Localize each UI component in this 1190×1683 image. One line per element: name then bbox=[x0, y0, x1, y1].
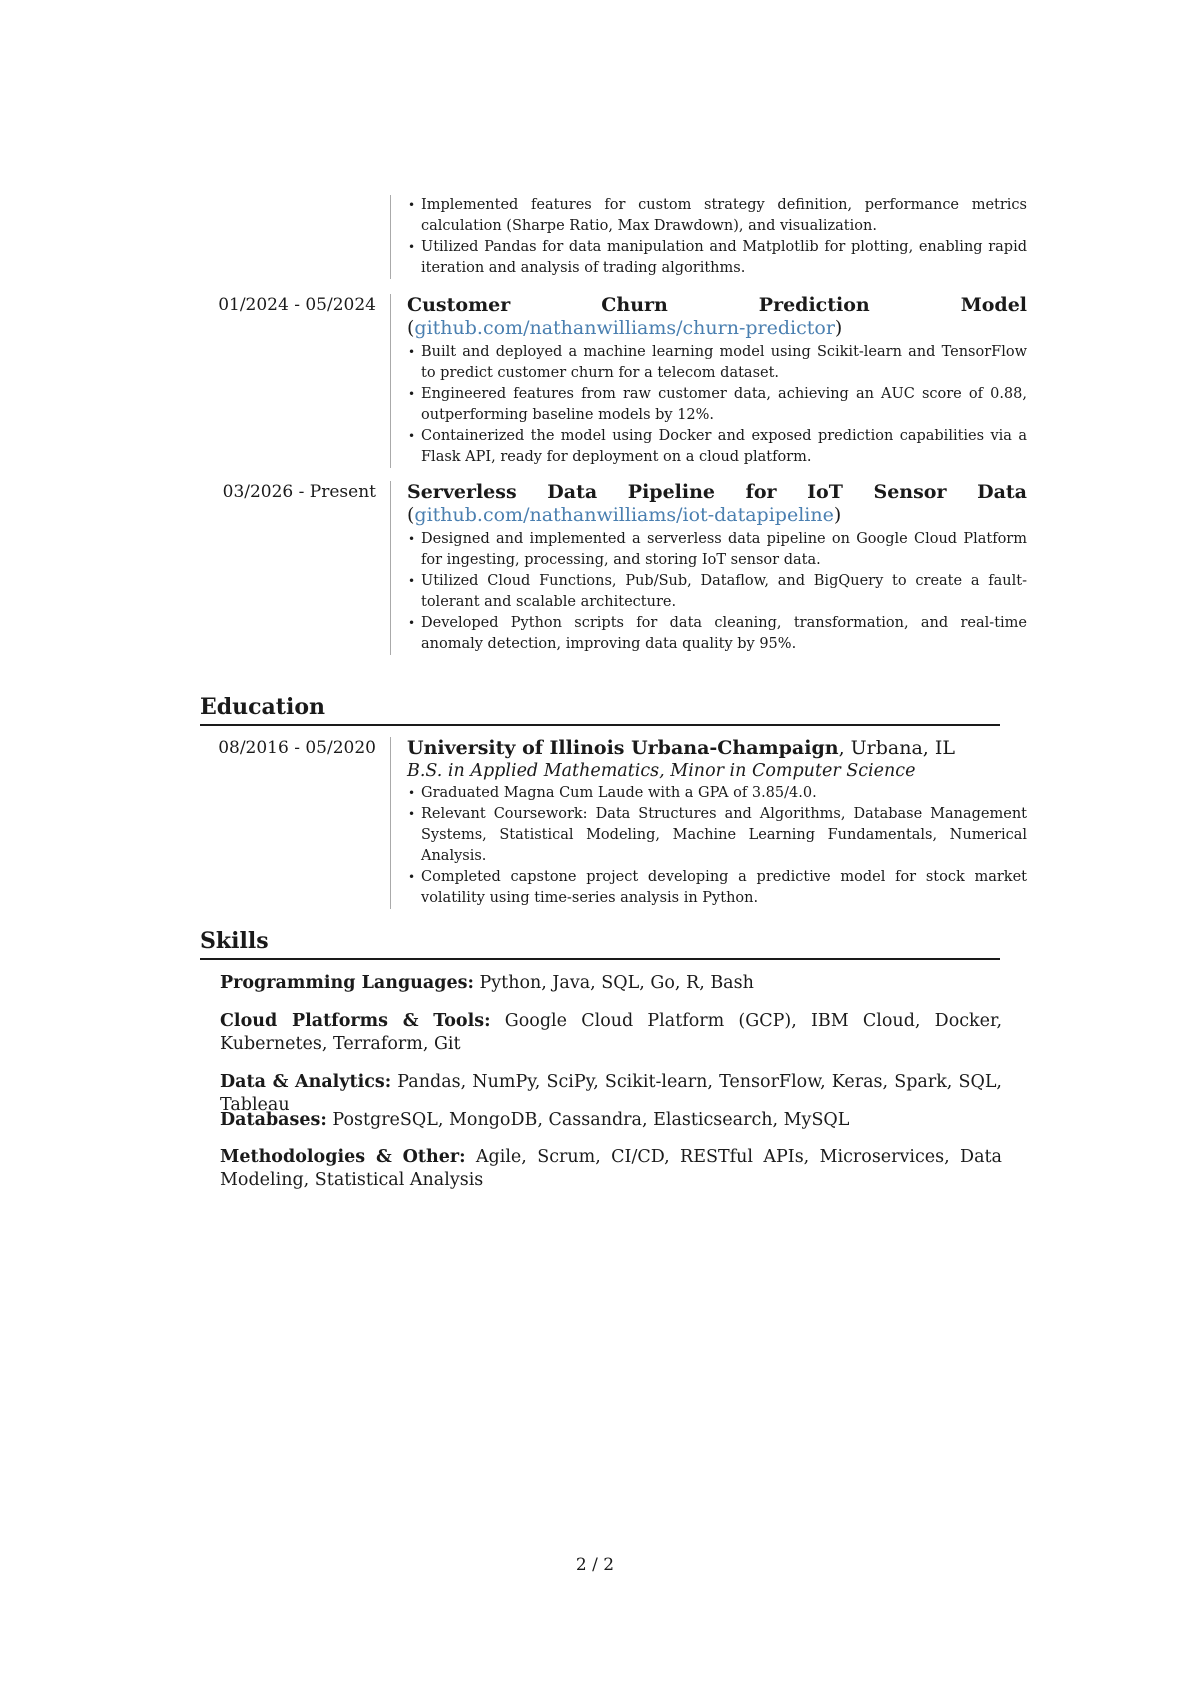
section-heading-skills: Skills bbox=[200, 928, 1000, 960]
bullet-item: • Implemented features for custom strategy definition, performance metrics calculation (Sharpe Ratio, Max Drawdown), and visualization. bbox=[407, 195, 1027, 237]
link-paren-close: ) bbox=[834, 317, 843, 339]
skill-label: Data & Analytics: bbox=[220, 1072, 392, 1092]
skill-value: Google Cloud Platform (GCP), IBM Cloud, Docker, Kubernetes, Terraform, Git bbox=[220, 1011, 1003, 1054]
entry-body bbox=[390, 195, 1027, 279]
project-link[interactable]: github.com/nathanwilliams/churn-predictor bbox=[414, 317, 835, 339]
page-number: 2 / 2 bbox=[575, 1555, 615, 1575]
entry-body bbox=[390, 481, 1027, 655]
skill-value: Pandas, NumPy, SciPy, Scikit-learn, TensorFlow, Keras, Spark, SQL, Tableau bbox=[220, 1072, 1002, 1115]
bullet-list bbox=[407, 783, 1027, 909]
bullet-item: • Completed capstone project developing a predictive model for stock market volatility using time-series analysis in Python. bbox=[407, 867, 1027, 909]
skill-label: Programming Languages: bbox=[220, 973, 474, 993]
link-paren-open: ( bbox=[407, 504, 415, 526]
bullet-list bbox=[407, 195, 1027, 279]
link-paren-open: ( bbox=[407, 317, 415, 339]
skill-label: Cloud Platforms & Tools: bbox=[220, 1011, 491, 1031]
bullet-item: • Built and deployed a machine learning model using Scikit-learn and TensorFlow to predict customer churn for a telecom dataset. bbox=[407, 342, 1027, 384]
project-title: Serverless Data Pipeline for IoT Sensor Data bbox=[407, 481, 1027, 503]
bullet-item: • Relevant Coursework: Data Structures and Algorithms, Database Management Systems, Statistical Modeling, Machine Learning Fundamentals, Numerical Analysis. bbox=[407, 804, 1027, 867]
bullet-item: • Utilized Cloud Functions, Pub/Sub, Dataflow, and BigQuery to create a fault-tolerant and scalable architecture. bbox=[407, 571, 1027, 613]
project-title: Customer Churn Prediction Model bbox=[407, 294, 1027, 316]
skill-value: Agile, Scrum, CI/CD, RESTful APIs, Microservices, Data Modeling, Statistical Analysis bbox=[220, 1147, 1002, 1190]
bullet-item: • Engineered features from raw customer data, achieving an AUC score of 0.88, outperforming baseline models by 12%. bbox=[407, 384, 1027, 426]
project-link[interactable]: github.com/nathanwilliams/iot-datapipeline bbox=[414, 504, 834, 526]
link-paren-close: ) bbox=[833, 504, 842, 526]
skill-label: Databases: bbox=[220, 1110, 327, 1130]
skill-row bbox=[220, 1146, 1002, 1192]
skill-value: PostgreSQL, MongoDB, Cassandra, Elasticsearch, MySQL bbox=[326, 1110, 850, 1130]
bullet-item: • Developed Python scripts for data cleaning, transformation, and real-time anomaly detection, improving data quality by 95%. bbox=[407, 613, 1027, 655]
school-line bbox=[407, 737, 1027, 760]
skill-row bbox=[220, 1109, 1002, 1132]
bullet-item: • Graduated Magna Cum Laude with a GPA of 3.85/4.0. bbox=[407, 783, 1027, 804]
skill-value: Python, Java, SQL, Go, R, Bash bbox=[473, 973, 754, 993]
entry-date: 01/2024 - 05/2024 bbox=[218, 295, 376, 315]
bullet-item: • Utilized Pandas for data manipulation and Matplotlib for plotting, enabling rapid iteration and analysis of trading algorithms. bbox=[407, 237, 1027, 279]
skill-label: Methodologies & Other: bbox=[220, 1147, 466, 1167]
section-heading-education: Education bbox=[200, 694, 1000, 726]
entry-body bbox=[390, 737, 1027, 909]
entry-title-line bbox=[407, 294, 1027, 340]
school-name: University of Illinois Urbana-Champaign bbox=[407, 737, 839, 759]
bullet-item: • Designed and implemented a serverless data pipeline on Google Cloud Platform for ingesting, processing, and storing IoT sensor data. bbox=[407, 529, 1027, 571]
entry-body bbox=[390, 294, 1027, 468]
school-location: , Urbana, IL bbox=[838, 737, 955, 759]
entry-title-line bbox=[407, 481, 1027, 527]
skill-row bbox=[220, 1010, 1002, 1056]
bullet-item: • Containerized the model using Docker and exposed prediction capabilities via a Flask API, ready for deployment on a cloud platform. bbox=[407, 426, 1027, 468]
entry-date: 03/2026 - Present bbox=[222, 482, 376, 502]
degree: B.S. in Applied Mathematics, Minor in Computer Science bbox=[407, 761, 916, 781]
bullet-list bbox=[407, 342, 1027, 468]
bullet-list bbox=[407, 529, 1027, 655]
entry-date: 08/2016 - 05/2020 bbox=[218, 738, 376, 758]
skill-row bbox=[220, 972, 1002, 995]
